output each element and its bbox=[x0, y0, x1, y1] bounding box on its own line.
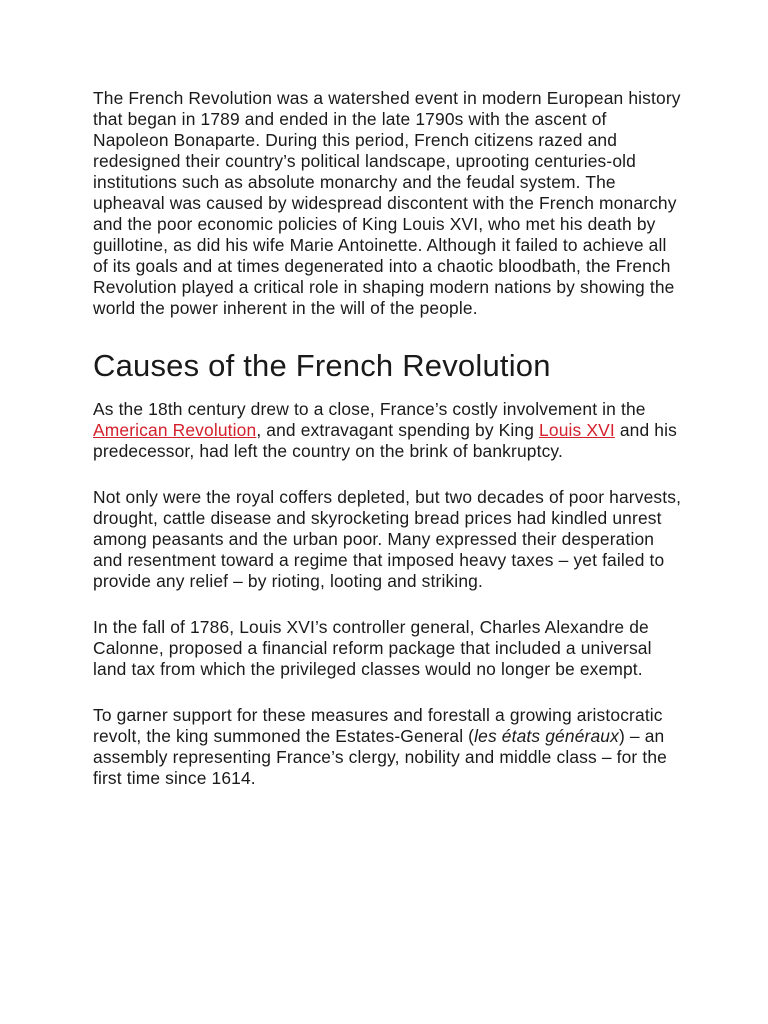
paragraph-estates-general bbox=[93, 705, 683, 789]
paragraph-costly-involvement bbox=[93, 399, 683, 462]
paragraph-text: ) – an assembly representing France’s clergy, nobility and middle class – for the first time since 1614. bbox=[93, 726, 667, 788]
section-heading: Causes of the French Revolution bbox=[93, 348, 551, 383]
paragraph-text: To garner support for these measures and forestall a growing aristocratic revolt, the king summoned the Estates-General ( bbox=[93, 705, 663, 746]
paragraph-text: and his predecessor, had left the country on the brink of bankruptcy. bbox=[93, 420, 677, 461]
paragraph-text: , and extravagant spending by King bbox=[256, 420, 540, 440]
emphasis-les-etats-generaux: les états généraux bbox=[474, 726, 619, 746]
paragraph-text: As the 18th century drew to a close, France’s costly involvement in the bbox=[93, 399, 646, 419]
paragraph-calonne-reform: In the fall of 1786, Louis XVI’s controller general, Charles Alexandre de Calonne, proposed a financial reform package that included a universal land tax from which the privileged classes would no longer be exempt. bbox=[93, 617, 652, 679]
louis-xvi-link[interactable]: Louis XVI bbox=[539, 420, 615, 440]
intro-paragraph: The French Revolution was a watershed event in modern European history that began in 1789 and ended in the late 1790s with the ascent of Napoleon Bonaparte. During this period, French citizens razed and redesigned their country’s political landscape, uprooting centuries-old institutions such as absolute monarchy and the feudal system. The upheaval was caused by widespread discontent with the French monarchy and the poor economic policies of King Louis XVI, who met his death by guillotine, as did his wife Marie Antoinette. Although it failed to achieve all of its goals and at times degenerated into a chaotic bloodbath, the French Revolution played a critical role in shaping modern nations by showing the world the power inherent in the will of the people. bbox=[93, 88, 681, 318]
paragraph-royal-coffers: Not only were the royal coffers depleted, but two decades of poor harvests, drought, cattle disease and skyrocketing bread prices had kindled unrest among peasants and the urban poor. Many expressed their desperation and resentment toward a regime that imposed heavy taxes – yet failed to provide any relief – by rioting, looting and striking. bbox=[93, 487, 682, 591]
document-page bbox=[93, 88, 683, 814]
american-revolution-link[interactable]: American Revolution bbox=[93, 420, 257, 440]
